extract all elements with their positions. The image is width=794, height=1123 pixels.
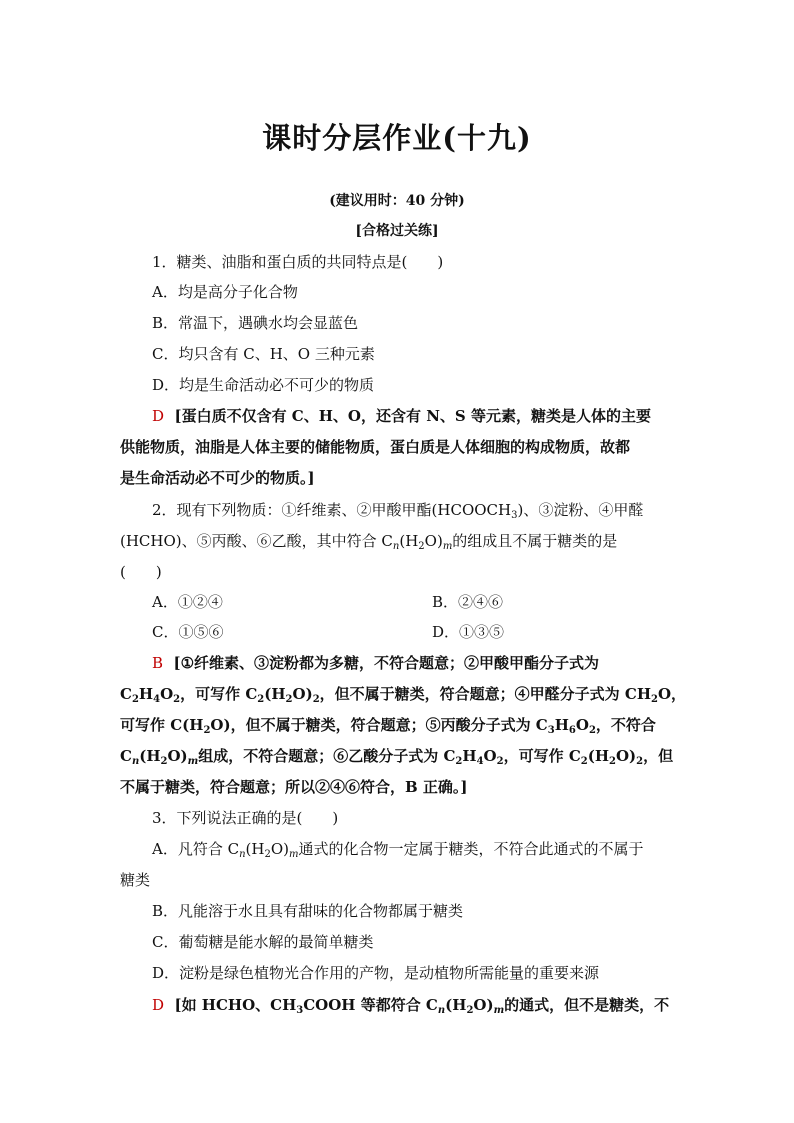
q2-stem-sub: 3 [511, 510, 518, 521]
q2-stem-text-2d: 的组成且不属于糖类的是 [452, 532, 618, 550]
section-heading: [合格过关练] [355, 223, 439, 239]
q1-explanation-line-2: 供能物质，油脂是人体主要的储能物质，蛋白质是人体细胞的构成物质，故都 [120, 438, 631, 456]
q3-option-a-line-1: A．凡符合 $C_n(H_2O)_m$通式的化合物一定属于糖类，不符合此通式的不属于 [152, 840, 644, 860]
q2-expl-4d: ，但 [643, 747, 674, 765]
sub-n: n [392, 541, 400, 552]
q1-option-d: D．均是生命活动必不可少的物质 [152, 376, 375, 394]
q2-stem-text-2a: (HCHO)、⑤丙酸、⑥乙酸，其中符合 C [120, 532, 393, 550]
q3-answer: D [152, 996, 165, 1014]
q3-opt-a-1a: A．凡符合 C [152, 840, 240, 858]
q2-explanation-line-4: $C_n(H_2O)_m$组成，不符合题意；⑥乙酸分子式为 $C_2H_4O_2$，可写作 $C_2(H_2O)_2$，但 [120, 747, 674, 767]
q3-expl-1b: COOH 等都符合 C [303, 996, 438, 1014]
q1-option-a: A．均是高分子化合物 [152, 283, 298, 301]
page-title: 课时分层作业(十九) [262, 121, 532, 155]
q3-option-b: B．凡能溶于水且具有甜味的化合物都属于糖类 [152, 902, 464, 920]
q1-explanation-line-1 [152, 406, 651, 426]
q2-option-d: D．①③⑤ [432, 623, 505, 641]
q2-expl-2b: ，可写作 C [180, 685, 258, 703]
q3-explanation-line-1: D [如 HCHO、$CH_3COOH$ 等都符合 $C_n(H_2O)_m$的通式，但不是糖类，不 [152, 996, 670, 1016]
q3-option-c: C．葡萄糖是能水解的最简单糖类 [152, 933, 374, 951]
q2-expl-3c: ，不符合 [595, 716, 656, 734]
q2-expl-4c: ，可写作 C [503, 747, 581, 765]
time-note: (建议用时：40 分钟) [329, 193, 465, 209]
q2-expl-2c: ，但不属于糖类，符合题意；④甲醛分子式为 CH [319, 685, 651, 703]
q1-explanation-line-3: 是生命活动必不可少的物质。] [120, 469, 315, 487]
q3-opt-a-1b: 通式的化合物一定属于糖类，不符合此通式的不属于 [298, 840, 644, 858]
q2-expl-4a: C [120, 747, 132, 765]
q2-expl-3b: O)，但不属于糖类，符合题意；⑤丙酸分子式为 C [210, 716, 548, 734]
q1-option-b: B．常温下，遇碘水均会显蓝色 [152, 314, 359, 332]
q2-stem-line-2: (HCHO)、⑤丙酸、⑥乙酸，其中符合 $C_n(H_2O)_m$的组成且不属于糖类的是 [120, 532, 618, 552]
q2-stem-text-2c: O) [424, 532, 443, 550]
q2-expl-text-1: [①纤维素、③淀粉都为多糖，不符合题意；②甲酸甲酯分子式为 [173, 654, 600, 672]
q2-expl-3a: 可写作 C(H [120, 716, 204, 734]
q3-option-d: D．淀粉是绿色植物光合作用的产物，是动植物所需能量的重要来源 [152, 964, 600, 982]
q2-explanation-line-5: 不属于糖类，符合题意；所以②④⑥符合，B 正确。] [120, 778, 468, 796]
q2-stem-text-2b: (H [399, 532, 419, 550]
q3-expl-1a: [如 HCHO、CH [174, 996, 297, 1014]
q3-stem: 3．下列说法正确的是( ) [152, 809, 339, 827]
q2-explanation-line-2: $C_2H_4O_2$，可写作 $C_2(H_2O)_2$，但不属于糖类，符合题意；④甲醛分子式为 $CH_2O$， [120, 685, 687, 705]
q2-expl-2a: C [120, 685, 132, 703]
q3-expl-1c: 的通式，但不是糖类，不 [504, 996, 670, 1014]
q2-option-b: B．②④⑥ [432, 593, 504, 611]
q2-stem-text-1b: )、③淀粉、④甲醛 [517, 501, 644, 519]
q1-stem: 1．糖类、油脂和蛋白质的共同特点是( ) [152, 253, 444, 271]
q2-stem-line-1 [152, 500, 643, 520]
q1-option-c: C．均只含有 C、H、O 三种元素 [152, 345, 375, 363]
q1-expl-text-1: [蛋白质不仅含有 C、H、O，还含有 N、S 等元素，糖类是人体的主要 [174, 407, 651, 425]
q2-stem-text-1: 2．现有下列物质：①纤维素、②甲酸甲酯(HCOOCH [152, 501, 512, 519]
q2-explanation-line-1 [152, 653, 599, 673]
q2-stem-line-3: ( ) [120, 563, 162, 581]
q1-answer: D [152, 407, 165, 425]
q2-answer: B [152, 654, 164, 672]
q2-expl-4b: 组成，不符合题意；⑥乙酸分子式为 C [198, 747, 456, 765]
q2-option-c: C．①⑤⑥ [152, 623, 224, 641]
q2-option-a: A．①②④ [152, 593, 223, 611]
sub-m: m [442, 541, 453, 552]
q2-explanation-line-3: 可写作 $C(H_2O)$，但不属于糖类，符合题意；⑤丙酸分子式为 $C_3H_6O_2$，不符合 [120, 716, 656, 736]
q3-option-a-line-2: 糖类 [120, 871, 151, 889]
